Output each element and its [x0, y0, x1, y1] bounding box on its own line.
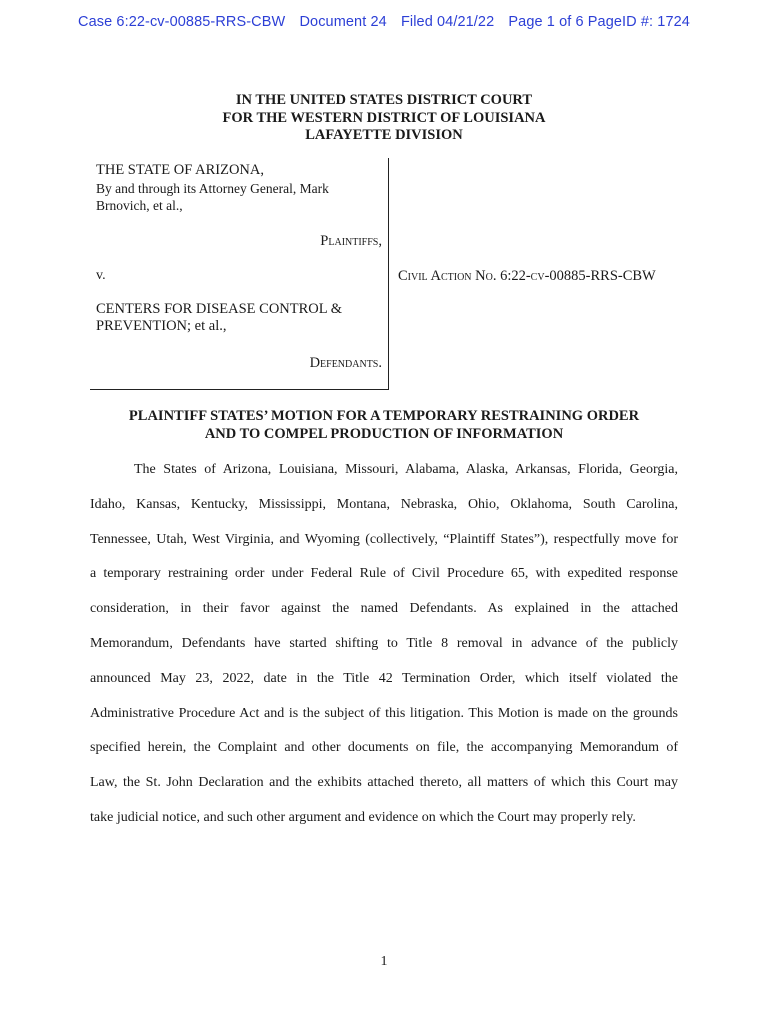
court-heading	[0, 92, 768, 145]
motion-title-line-2: AND TO COMPEL PRODUCTION OF INFORMATION	[204, 426, 564, 442]
motion-title	[0, 407, 768, 443]
document-number: Document 24	[299, 14, 387, 30]
body-line: specified herein, the Complaint and other documents on file, the accompanying Memorandum of	[90, 740, 678, 756]
court-line-1: IN THE UNITED STATES DISTRICT COURT	[235, 92, 533, 108]
page-number: 1	[380, 954, 388, 969]
body-line: a temporary restraining order under Federal Rule of Civil Procedure 65, with expedited response	[90, 566, 678, 582]
plaintiff-name: THE STATE OF ARIZONA,	[96, 162, 265, 178]
page-info: Page 1 of 6 PageID #: 1724	[508, 14, 690, 30]
plaintiff-rep-line-1: By and through its Attorney General, Mark	[96, 181, 329, 196]
body-line: Administrative Procedure Act and is the subject of this litigation. This Motion is made on the grounds	[90, 705, 678, 721]
court-line-3: LAFAYETTE DIVISION	[305, 127, 463, 143]
case-caption	[90, 158, 389, 390]
body-line: Memorandum, Defendants have started shifting to Title 8 removal in advance of the publicly	[90, 635, 678, 651]
filed-date: Filed 04/21/22	[400, 14, 495, 30]
body-line: Idaho, Kansas, Kentucky, Mississippi, Montana, Nebraska, Ohio, Oklahoma, South Carolina,	[90, 496, 678, 512]
ecf-filing-header	[0, 14, 768, 30]
defendant-name	[96, 301, 381, 335]
plaintiff-rep-line-2: Brnovich, et al.,	[96, 198, 183, 213]
body-line: Law, the St. John Declaration and the exhibits attached thereto, all matters of which this Court may	[90, 775, 678, 791]
motion-body	[90, 453, 678, 836]
body-line: Tennessee, Utah, West Virginia, and Wyoming (collectively, “Plaintiff States”), respectfully move for	[90, 531, 678, 547]
court-line-2: FOR THE WESTERN DISTRICT OF LOUISIANA	[222, 109, 546, 126]
defendant-line-1: CENTERS FOR DISEASE CONTROL &	[96, 301, 342, 317]
body-line: The States of Arizona, Louisiana, Missouri, Alabama, Alaska, Arkansas, Florida, Georgia,	[134, 462, 678, 477]
defendants-label: Defendants.	[309, 355, 382, 371]
plaintiffs-label: Plaintiffs,	[320, 233, 382, 249]
body-line: announced May 23, 2022, date in the Title 42 Termination Order, which itself violated the	[90, 670, 678, 686]
motion-title-line-1: PLAINTIFF STATES’ MOTION FOR A TEMPORARY RESTRAINING ORDER	[128, 408, 640, 424]
versus: v.	[96, 268, 106, 283]
body-line: take judicial notice, and such other argument and evidence on which the Court may properly rely.	[90, 809, 636, 825]
body-line: consideration, in their favor against the named Defendants. As explained in the attached	[90, 601, 678, 617]
defendant-line-2: PREVENTION; et al.,	[96, 318, 227, 334]
plaintiff-representation	[96, 180, 366, 214]
case-number: Case 6:22-cv-00885-RRS-CBW	[78, 14, 286, 30]
civil-action-number: Civil Action No. 6:22-cv-00885-RRS-CBW	[398, 268, 656, 284]
